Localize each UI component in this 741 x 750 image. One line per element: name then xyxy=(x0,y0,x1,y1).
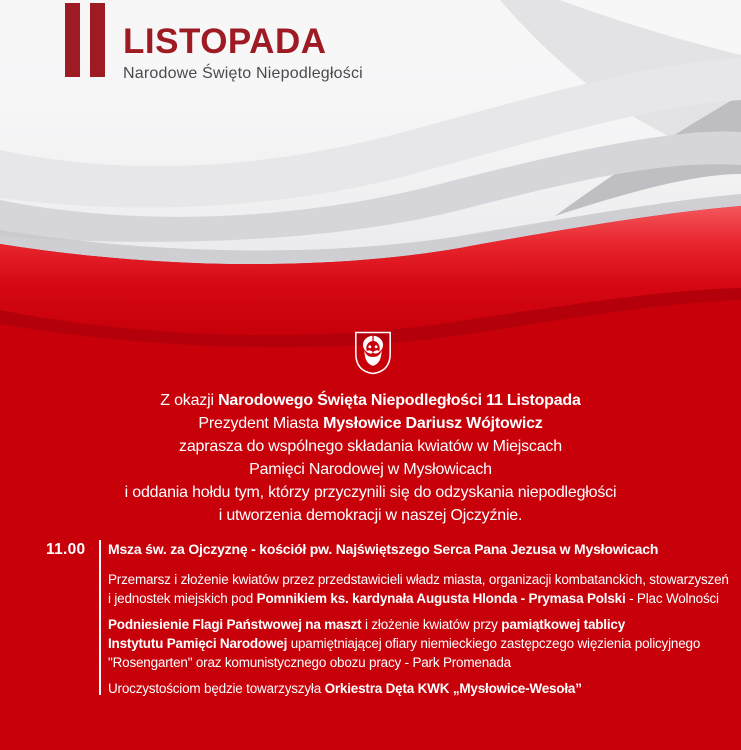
schedule-item-flag-raising: Podniesienie Flagi Państwowej na maszt i złożenie kwiatów przy pamiątkowej tablicy Instytutu Pamięci Narodowej upamiętniającej ofiary niemieckiego zastępczego więzienia policyjnego "Rosengarten" oraz komunistycznego obozu pracy - Park Promenada xyxy=(108,617,701,670)
schedule-divider xyxy=(99,540,101,695)
bar-2 xyxy=(90,3,105,77)
logo-11-listopada xyxy=(65,3,363,82)
schedule-item-mass: Msza św. za Ojczyznę - kościół pw. Najświętszego Serca Pana Jezusa w Mysłowicach xyxy=(108,541,659,557)
logo-subtitle: Narodowe Święto Niepodległości xyxy=(123,65,363,82)
myslowice-coat-of-arms-icon xyxy=(352,329,394,376)
invitation-text: Z okazji Narodowego Święta Niepodległości 11 Listopada Prezydent Miasta Mysłowice Dariusz Wójtowicz zaprasza do wspólnego składania kwiatów w Miejscach Pamięci Narodowej w Mysłowicach i oddania hołdu tym, którzy przyczynili się do odzyskania niepodległości i utworzenia demokracji w naszej Ojczyźnie. xyxy=(124,392,617,524)
schedule-time: 11.00 xyxy=(46,541,86,558)
schedule-item-march: Przemarsz i złożenie kwiatów przez przedstawicieli władz miasta, organizacji kombatanckich, stowarzyszeń i jednostek miejskich pod Pomnikiem ks. kardynała Augusta Hlonda - Prymasa Polski - Plac Wolności xyxy=(108,572,729,606)
schedule-item-orchestra: Uroczystościom będzie towarzyszyła Orkiestra Dęta KWK „Mysłowice-Wesoła” xyxy=(108,681,582,696)
schedule xyxy=(108,540,736,698)
logo-title: LISTOPADA xyxy=(123,22,327,61)
bar-1 xyxy=(65,3,80,77)
eleven-bars-icon xyxy=(65,3,105,77)
